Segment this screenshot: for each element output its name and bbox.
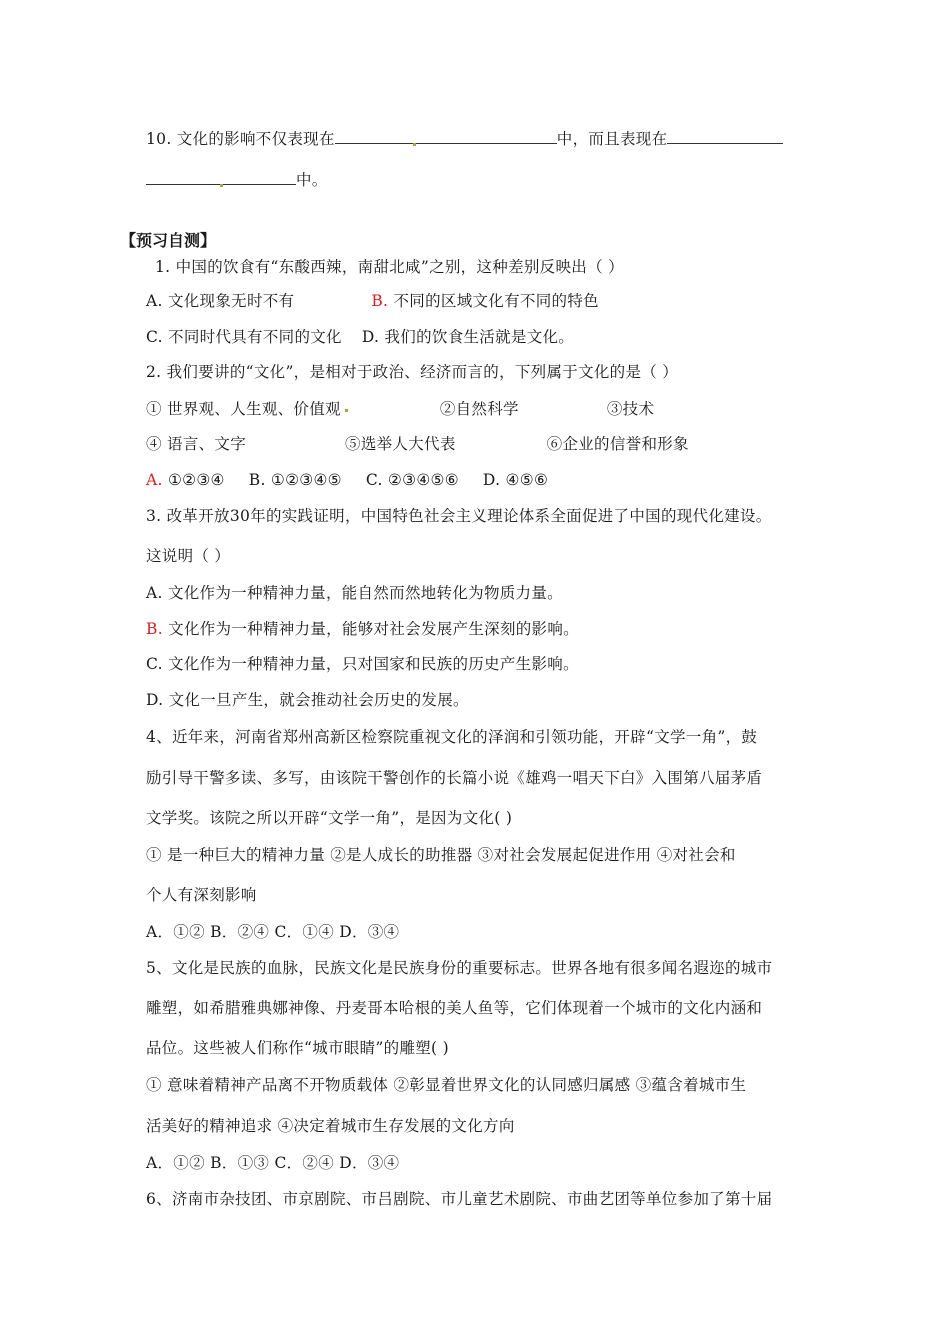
q1-stem: 1. 中国的饮食有“东酸西辣，南甜北咸”之别，这种差别反映出（ ） xyxy=(155,258,624,276)
q1-option-a: A. 文化现象无时不有 xyxy=(146,292,295,310)
q2-opt3: ③技术 xyxy=(606,400,655,418)
q5-line4: ① 意味着精神产品离不开物质载体 ②彰显着世界文化的认同感归属感 ③蕴含着城市生 xyxy=(146,1076,747,1094)
q2-choice-a: ①②③④ xyxy=(162,471,225,489)
q1-options-cd xyxy=(146,326,574,348)
q1-option-b: 不同的区域文化有不同的特色 xyxy=(388,292,599,310)
q4-line4: ① 是一种巨大的精神力量 ②是人成长的助推器 ③对社会发展起促进作用 ④对社会和 xyxy=(146,846,736,864)
q2-choices xyxy=(146,469,548,491)
q2-stem: 2. 我们要讲的“文化”，是相对于政治、经济而言的，下列属于文化的是（ ） xyxy=(146,363,679,381)
q2-opt4: ④ 语言、文字 xyxy=(146,435,247,453)
q3-answer-letter: B. xyxy=(146,620,163,638)
q2-opt5: ⑤选举人大代表 xyxy=(345,435,456,453)
q6-line1: 6、济南市杂技团、市京剧院、市吕剧院、市儿童艺术剧院、市曲艺团等单位参加了第十届 xyxy=(146,1190,773,1208)
q3-option-b-line xyxy=(146,618,579,640)
q2-mark xyxy=(345,409,348,412)
q2-opt6: ⑥企业的信誉和形象 xyxy=(546,435,689,453)
q10-line1 xyxy=(146,127,783,150)
q3-option-d: D. 文化一旦产生，就会推动社会历史的发展。 xyxy=(146,691,469,709)
q3-stem-2: 这说明（ ） xyxy=(146,547,231,565)
q10-blank-2[interactable] xyxy=(667,127,783,144)
q4-line5: 个人有深刻影响 xyxy=(146,886,257,904)
q2-options-row2 xyxy=(146,433,689,455)
q10-blank-3[interactable] xyxy=(146,168,296,185)
q1-option-d: D. 我们的饮食生活就是文化。 xyxy=(361,328,575,346)
q10-line2 xyxy=(146,168,328,191)
q10-text-1: 10. 文化的影响不仅表现在 xyxy=(146,130,335,148)
q5-choices: A．①② B．①③ C．②④ D．③④ xyxy=(146,1154,400,1172)
q2-choice-c: C. ②③④⑤⑥ xyxy=(365,471,459,489)
q2-opt2: ②自然科学 xyxy=(439,400,519,418)
q4-choices: A．①② B．②④ C．①④ D．③④ xyxy=(146,923,400,941)
q5-line1: 5、文化是民族的血脉，民族文化是民族身份的重要标志。世界各地有很多闻名遐迩的城市 xyxy=(146,959,773,977)
q5-line2: 雕塑，如希腊雅典娜神像、丹麦哥本哈根的美人鱼等，它们体现着一个城市的文化内涵和 xyxy=(146,999,763,1017)
q2-choice-b: B. ①②③④⑤ xyxy=(248,471,342,489)
q1-option-c: C. 不同时代具有不同的文化 xyxy=(146,328,342,346)
q4-line2: 励引导干警多读、多写，由该院干警创作的长篇小说《雄鸡一唱天下白》入围第八届茅盾 xyxy=(146,769,763,787)
q2-choice-d: D. ④⑤⑥ xyxy=(482,471,549,489)
q2-answer-letter: A. xyxy=(146,471,163,489)
q10-blank-1[interactable] xyxy=(335,127,557,144)
q3-option-a: A. 文化作为一种精神力量，能自然而然地转化为物质力量。 xyxy=(146,584,563,602)
q1-options-ab xyxy=(146,290,599,312)
q2-opt1: ① 世界观、人生观、价值观 xyxy=(146,400,341,418)
q1-answer-letter: B. xyxy=(371,292,389,310)
q3-option-b: 文化作为一种精神力量，能够对社会发展产生深刻的影响。 xyxy=(162,620,579,638)
q3-option-c: C. 文化作为一种精神力量，只对国家和民族的历史产生影响。 xyxy=(146,655,579,673)
q10-text-3: 中。 xyxy=(296,171,328,189)
section-title: 【预习自测】 xyxy=(120,231,217,250)
q2-options-row1 xyxy=(146,398,654,420)
q3-stem-1: 3. 改革开放30年的实践证明，中国特色社会主义理论体系全面促进了中国的现代化建设。 xyxy=(146,507,772,525)
q10-text-2: 中，而且表现在 xyxy=(556,130,668,148)
q4-line3: 文学奖。该院之所以开辟“文学一角”，是因为文化( ) xyxy=(146,809,513,827)
q5-line5: 活美好的精神追求 ④决定着城市生存发展的文化方向 xyxy=(146,1117,515,1135)
q5-line3: 品位。这些被人们称作“城市眼睛”的雕塑( ) xyxy=(146,1039,449,1057)
q4-line1: 4、近年来，河南省郑州高新区检察院重视文化的泽润和引领功能，开辟“文学一角”，鼓 xyxy=(146,728,758,746)
